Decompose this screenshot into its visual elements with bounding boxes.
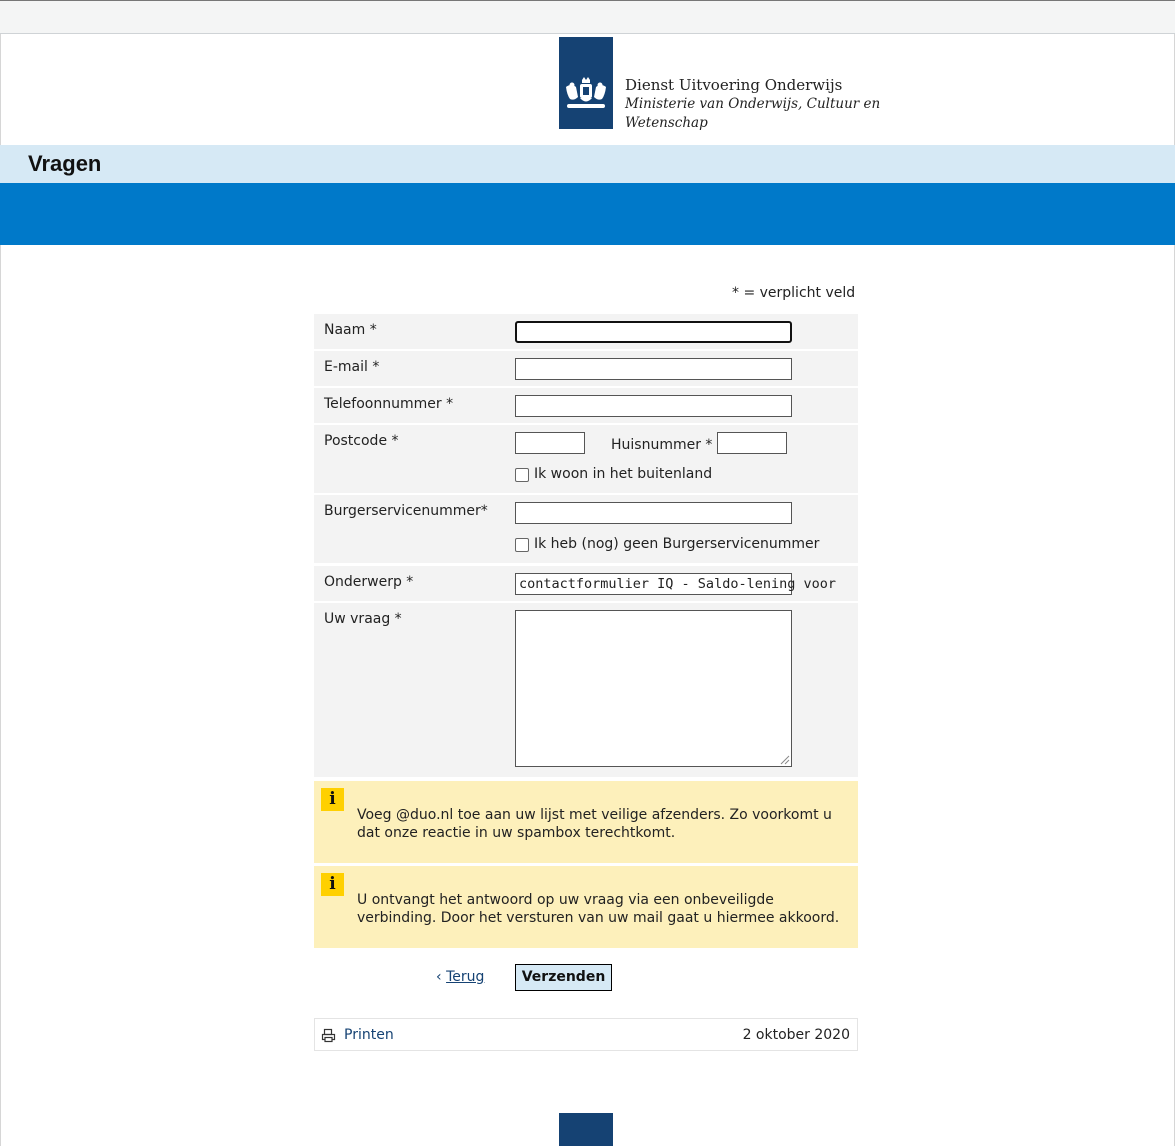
blue-banner (0, 183, 1175, 245)
required-field-note: * = verplicht veld (732, 285, 856, 301)
vraag-label: Uw vraag * (324, 611, 402, 627)
footer-logo-block (559, 1113, 613, 1146)
info-icon: i (321, 873, 344, 896)
naam-label: Naam * (324, 322, 377, 338)
form-row-telefoon (314, 388, 858, 423)
print-link[interactable]: Printen (344, 1027, 394, 1043)
form-row-onderwerp (314, 566, 858, 601)
bsn-input[interactable] (515, 502, 792, 524)
notice-text: Voeg @duo.nl toe aan uw lijst met veilige afzenders. Zo voorkomt u dat onze reactie in uw spambox terechtkomt. (357, 807, 832, 841)
browser-top-bar (0, 0, 1175, 34)
telefoon-input[interactable] (515, 395, 792, 417)
ministry-line-1: Ministerie van Onderwijs, Cultuur en (625, 96, 881, 112)
logo[interactable] (559, 37, 613, 129)
onderwerp-input[interactable]: contactformulier IQ - Saldo-lening voor (515, 573, 792, 595)
postcode-input[interactable] (515, 432, 585, 454)
chevron-left-icon: ‹ (436, 969, 442, 985)
back-link-label: Terug (446, 969, 485, 985)
postcode-label: Postcode * (324, 433, 399, 449)
huisnummer-label: Huisnummer * (611, 437, 713, 453)
email-input[interactable] (515, 358, 792, 380)
notice-safe-senders (314, 781, 858, 863)
organization-name: Dienst Uitvoering Onderwijs (625, 76, 843, 94)
page-date: 2 oktober 2020 (742, 1027, 850, 1043)
title-band (0, 145, 1175, 183)
ministry-line-2: Wetenschap (625, 115, 708, 131)
organization-name-block (625, 76, 880, 133)
form-row-naam (314, 314, 858, 349)
notice-text: U ontvangt het antwoord op uw vraag via een onbeveiligde verbinding. Door het versturen van uw mail gaat u hiermee akkoord. (357, 892, 840, 926)
notice-unsecure-connection (314, 866, 858, 948)
telefoon-label: Telefoonnummer * (324, 396, 454, 412)
form-row-bsn (314, 495, 858, 563)
back-link[interactable] (436, 969, 484, 985)
printer-icon[interactable] (321, 1028, 336, 1043)
bsn-label: Burgerservicenummer* (324, 503, 488, 519)
huisnummer-input[interactable] (717, 432, 787, 454)
onderwerp-label: Onderwerp * (324, 574, 414, 590)
form-row-adres (314, 425, 858, 493)
info-icon: i (321, 788, 344, 811)
page-footer (314, 1018, 858, 1051)
form-row-email (314, 351, 858, 386)
vraag-textarea[interactable] (515, 610, 792, 767)
buitenland-checkbox[interactable] (515, 468, 529, 482)
resize-grip-icon[interactable] (778, 753, 790, 765)
geen-bsn-checkbox[interactable] (515, 538, 529, 552)
geen-bsn-label[interactable]: Ik heb (nog) geen Burgerservicenummer (534, 536, 820, 552)
submit-button[interactable]: Verzenden (515, 964, 612, 991)
royal-coat-of-arms-icon (561, 77, 611, 113)
page-title: Vragen (28, 151, 102, 176)
buitenland-label[interactable]: Ik woon in het buitenland (534, 466, 713, 482)
email-label: E-mail * (324, 359, 380, 375)
form-row-vraag (314, 603, 858, 777)
naam-input[interactable] (515, 321, 792, 343)
